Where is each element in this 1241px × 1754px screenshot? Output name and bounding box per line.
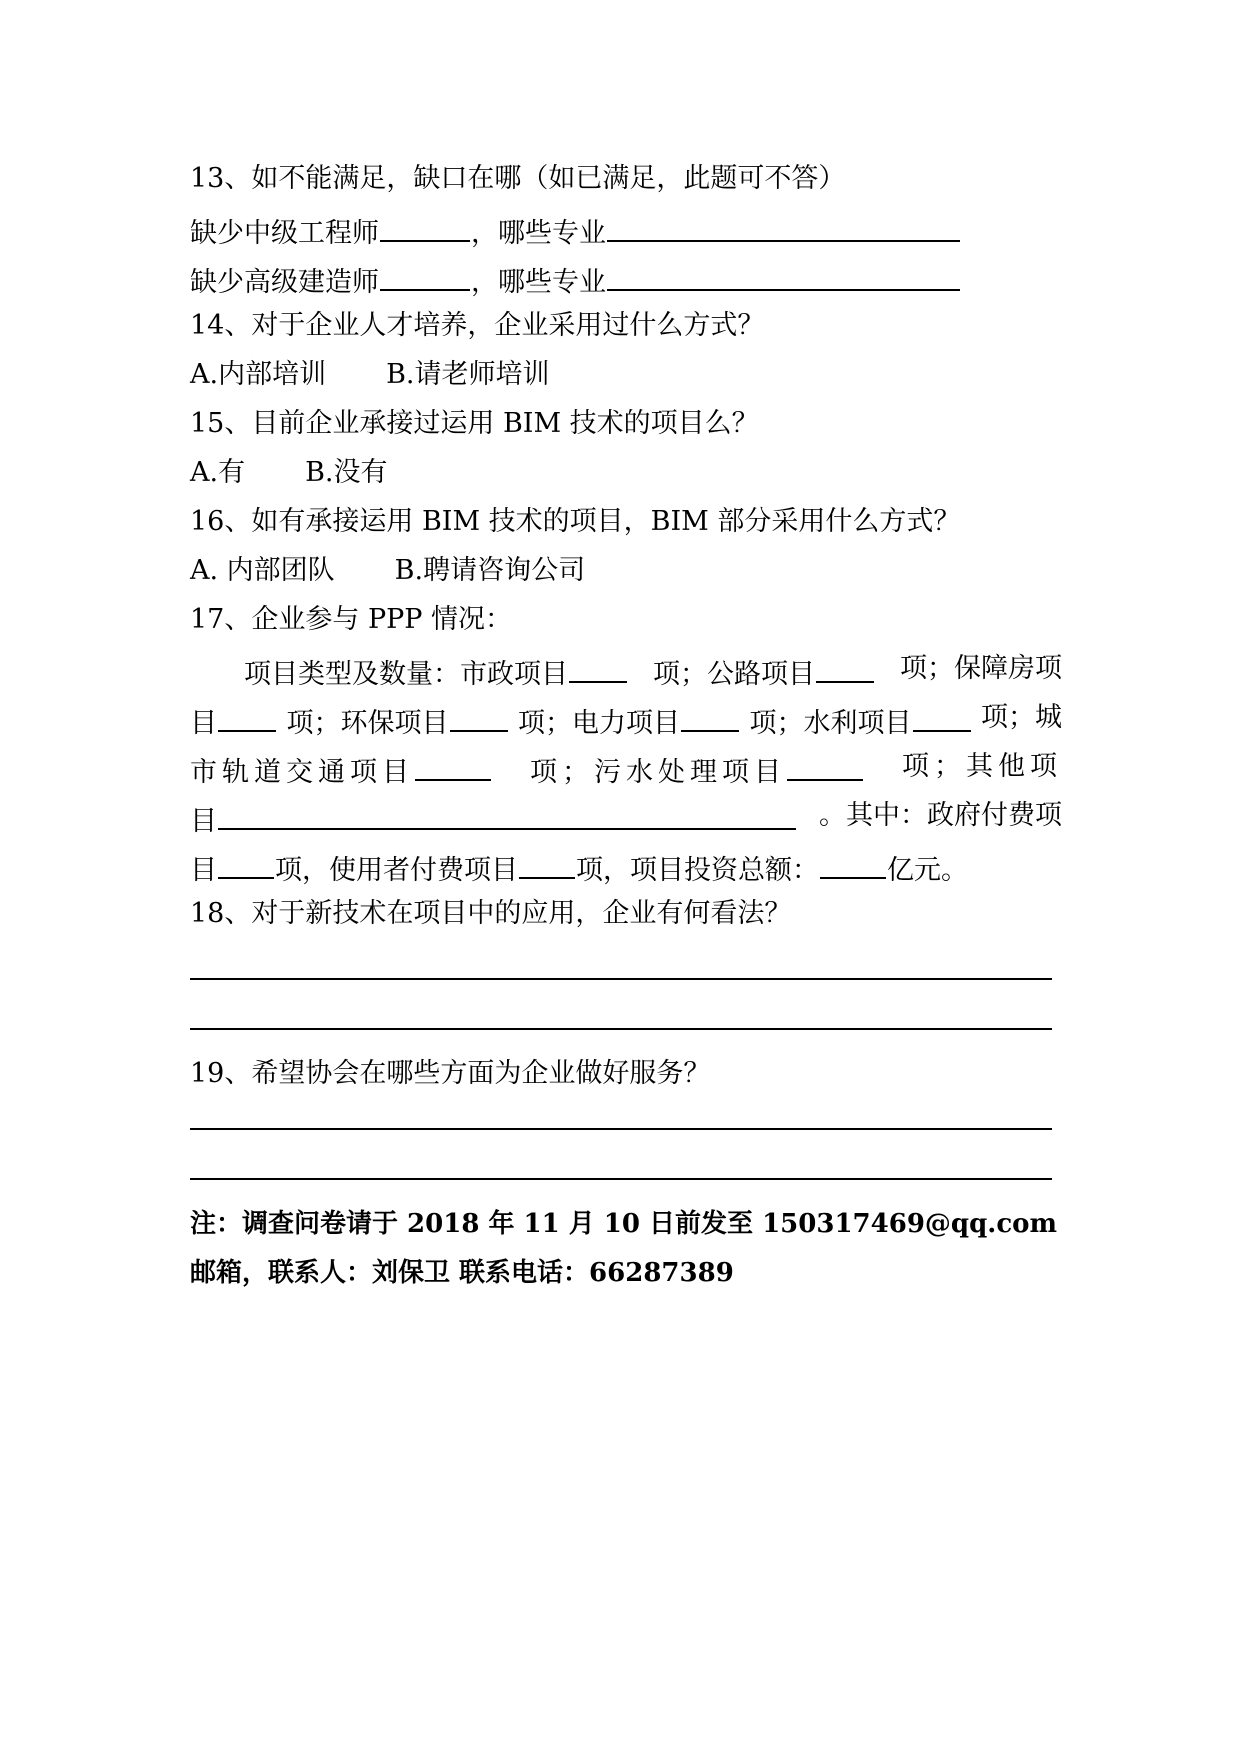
- ppp-water-label: 项；水利项目: [749, 708, 912, 739]
- senior-builder-specialty-blank[interactable]: [607, 257, 960, 291]
- senior-builder-count-blank[interactable]: [380, 257, 470, 291]
- ppp-sewage-blank[interactable]: [787, 747, 863, 781]
- ppp-environmental-label: 项；环保项目: [286, 708, 449, 739]
- ppp-government-pay-label-cont: 目: [190, 855, 217, 886]
- ppp-user-pay-blank[interactable]: [519, 845, 575, 879]
- q13-row2-label: 缺少高级建造师: [190, 267, 379, 298]
- ppp-municipal-label: 项目类型及数量：市政项目: [244, 659, 568, 690]
- question-15: [190, 404, 759, 444]
- ppp-power-blank[interactable]: [681, 698, 739, 732]
- ppp-total-investment-blank[interactable]: [820, 845, 886, 879]
- question-17-text: 17、企业参与 PPP 情况：: [190, 604, 513, 635]
- q14-option-b[interactable]: B.请老师培训: [386, 359, 550, 390]
- ppp-highway-blank[interactable]: [816, 649, 874, 683]
- ppp-municipal-blank[interactable]: [569, 649, 627, 683]
- ppp-rail-label-start: 项；城: [981, 702, 1062, 733]
- ppp-other-label: 项；其他项: [902, 751, 1062, 782]
- question-19: [190, 1054, 710, 1094]
- question-14: [190, 306, 764, 346]
- question-13: [190, 159, 845, 199]
- q13-row2-mid: ，哪些专业: [471, 267, 606, 298]
- q15-option-a[interactable]: A.有: [190, 457, 246, 488]
- ppp-housing-label: 项；保障房项: [900, 653, 1062, 684]
- q14-options: [190, 355, 550, 395]
- note-line-1-text: 注：调查问卷请于 2018 年 11 月 10 日前发至 150317469@qq.com: [190, 1209, 1058, 1239]
- intermediate-engineer-specialty-blank[interactable]: [607, 208, 960, 242]
- q17-line-2: [190, 698, 1062, 738]
- note-line-2: [190, 1253, 734, 1293]
- question-16: [190, 502, 960, 542]
- q13-row-senior-builder: [190, 257, 961, 297]
- ppp-environmental-blank[interactable]: [450, 698, 508, 732]
- q19-answer-line-1[interactable]: [190, 1128, 1052, 1130]
- ppp-government-pay-label: 。其中：政府付费项: [819, 800, 1062, 831]
- ppp-highway-label: 项；公路项目: [653, 659, 815, 690]
- question-18-text: 18、对于新技术在项目中的应用，企业有何看法？: [190, 898, 792, 929]
- question-14-text: 14、对于企业人才培养，企业采用过什么方式？: [190, 310, 765, 341]
- ppp-total-investment-unit: 亿元。: [887, 855, 968, 886]
- ppp-sewage-label: 项；污水处理项目: [530, 757, 786, 788]
- question-18: [190, 894, 791, 934]
- question-17: [190, 600, 512, 640]
- q15-option-b[interactable]: B.没有: [305, 457, 388, 488]
- q17-line-1: [244, 649, 1062, 689]
- question-15-text: 15、目前企业承接过运用 BIM 技术的项目么？: [190, 408, 759, 439]
- ppp-housing-label-cont: 目: [190, 708, 217, 739]
- q13-row-intermediate-engineer: [190, 208, 961, 248]
- q14-option-a[interactable]: A.内部培训: [190, 359, 327, 390]
- q19-answer-line-2[interactable]: [190, 1178, 1052, 1180]
- ppp-rail-label: 市轨道交通项目: [190, 757, 414, 788]
- ppp-power-label: 项；电力项目: [518, 708, 680, 739]
- q17-line-4: [190, 796, 1062, 836]
- note-line-1: [190, 1204, 1057, 1244]
- q18-answer-line-2[interactable]: [190, 1028, 1052, 1030]
- q15-options: [190, 453, 388, 493]
- ppp-government-pay-blank[interactable]: [218, 845, 274, 879]
- question-19-text: 19、希望协会在哪些方面为企业做好服务？: [190, 1058, 711, 1089]
- q13-row1-mid: ，哪些专业: [471, 218, 606, 249]
- ppp-user-pay-label: 项，使用者付费项目: [275, 855, 518, 886]
- q16-options: [190, 551, 585, 591]
- question-16-text: 16、如有承接运用 BIM 技术的项目，BIM 部分采用什么方式？: [190, 506, 961, 537]
- ppp-other-blank[interactable]: [218, 796, 796, 830]
- note-line-2-text: 邮箱，联系人：刘保卫 联系电话：66287389: [190, 1258, 734, 1288]
- ppp-other-label-cont: 目: [190, 806, 217, 837]
- ppp-water-blank[interactable]: [913, 698, 971, 732]
- q18-answer-line-1[interactable]: [190, 978, 1052, 980]
- intermediate-engineer-count-blank[interactable]: [380, 208, 470, 242]
- q17-line-3: [190, 747, 1062, 787]
- q16-option-b[interactable]: B.聘请咨询公司: [394, 555, 586, 586]
- q16-option-a[interactable]: A. 内部团队: [190, 555, 335, 586]
- ppp-total-investment-label: 项，项目投资总额：: [576, 855, 819, 886]
- q17-line-5: [190, 845, 968, 885]
- question-13-text: 13、如不能满足，缺口在哪（如已满足，此题可不答）: [190, 163, 846, 194]
- ppp-rail-blank[interactable]: [415, 747, 491, 781]
- ppp-housing-blank[interactable]: [218, 698, 276, 732]
- q13-row1-label: 缺少中级工程师: [190, 218, 379, 249]
